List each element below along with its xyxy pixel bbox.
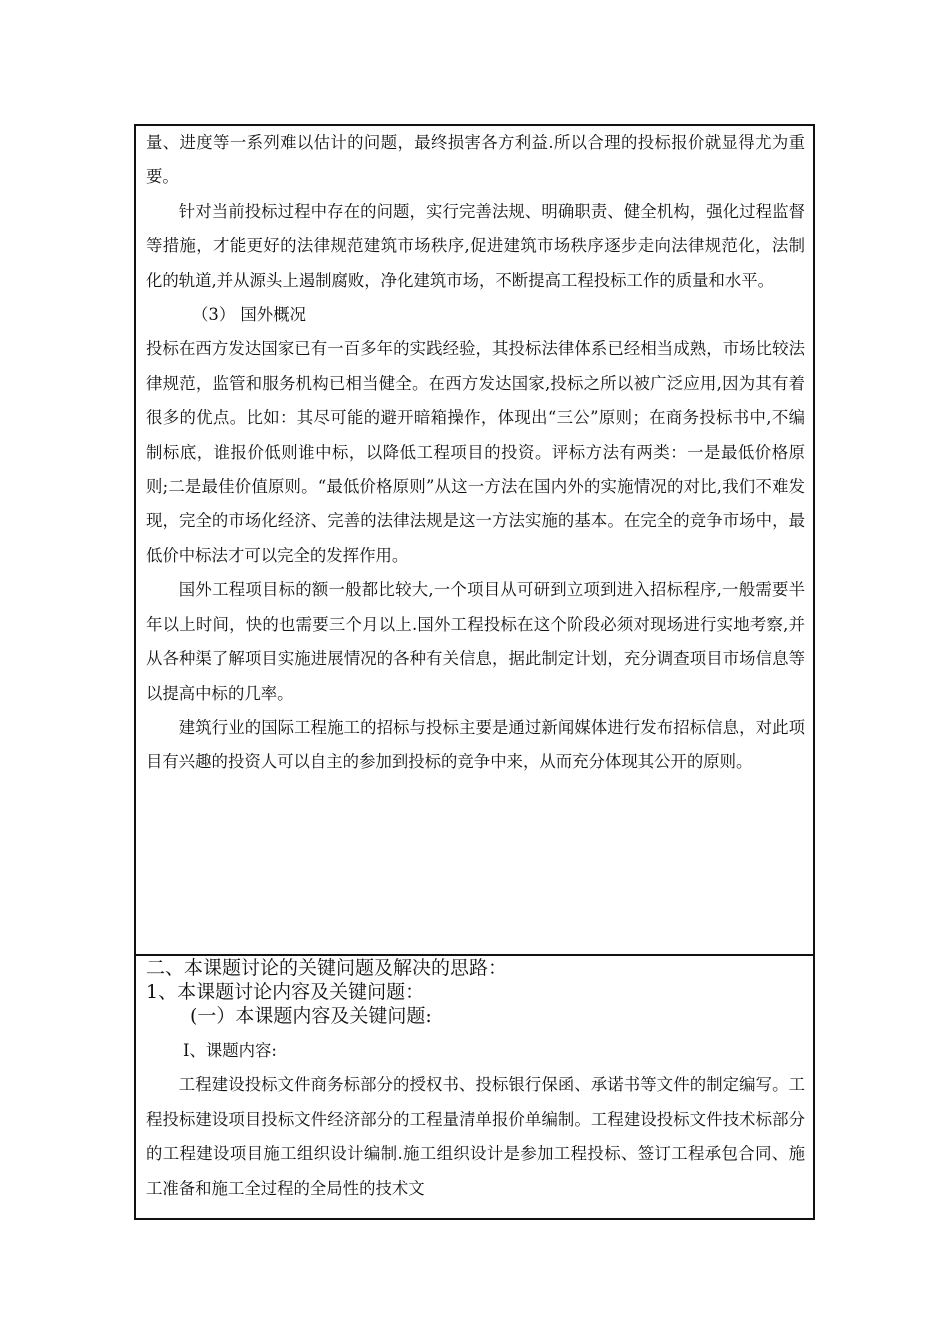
cell-content [146,126,805,780]
paragraph: 国外工程项目标的额一般都比较大,一个项目从可研到立项到进入招标程序,一般需要半年以上时间，快的也需要三个月以上.国外工程投标在这个阶段必须对现场进行实地考察,并从各种渠了解项目实施进展情况的各种有关信息，据此制定计划，充分调查项目市场信息等以提高中标的几率。 [146,580,805,703]
section-title: 二、本课题讨论的关键问题及解决的思路： [146,957,508,979]
paragraph: 工程建设投标文件商务标部分的授权书、投标银行保函、承诺书等文件的制定编写。工程投标建设项目投标文件经济部分的工程量清单报价单编制。工程建设投标文件技术标部分的工程建设项目施工组织设计编制.施工组织设计是参加工程投标、签订工程承包合同、施工准备和施工全过程的全局性的技术文 [146,1075,805,1198]
section-subheading: (一）本课题内容及关键问题: [190,1005,432,1027]
cell-content [146,956,805,1206]
item-heading: I、课题内容: [183,1041,277,1060]
section-subtitle: 1、本课题讨论内容及关键问题： [146,981,425,1003]
paragraph: 针对当前投标过程中存在的问题，实行完善法规、明确职责、健全机构，强化过程监督等措施，才能更好的法律规范建筑市场秩序,促进建筑市场秩序逐步走向法律规范化，法制化的轨道,并从源头上遏制腐败，净化建筑市场，不断提高工程投标工作的质量和水平。 [146,201,805,290]
paragraph: 量、进度等一系列难以估计的问题，最终损害各方利益.所以合理的投标报价就显得尤为重要。 [146,133,805,187]
paragraph: 投标在西方发达国家已有一百多年的实践经验，其投标法律体系已经相当成熟，市场比较法律规范，监管和服务机构已相当健全。在西方发达国家,投标之所以被广泛应用,因为其有着很多的优点。比如：其尽可能的避开暗箱操作，体现出“三公”原则；在商务投标书中,不编制标底，谁报价低则谁中标，以降低工程项目的投资。评标方法有两类：一是最低价格原则;二是最佳价值原则。“最低价格原则”从这一方法在国内外的实施情况的对比,我们不难发现，完全的市场化经济、完善的法律法规是这一方法实施的基本。在完全的竞争市场中，最低价中标法才可以完全的发挥作用。 [146,339,805,565]
table-cell-background [134,124,815,956]
subheading: （3） 国外概况 [192,305,306,325]
table-cell-key-issues [134,954,815,1220]
paragraph: 建筑行业的国际工程施工的招标与投标主要是通过新闻媒体进行发布招标信息，对此项目有兴趣的投资人可以自主的参加到投标的竞争中来，从而充分体现其公开的原则。 [146,717,805,772]
